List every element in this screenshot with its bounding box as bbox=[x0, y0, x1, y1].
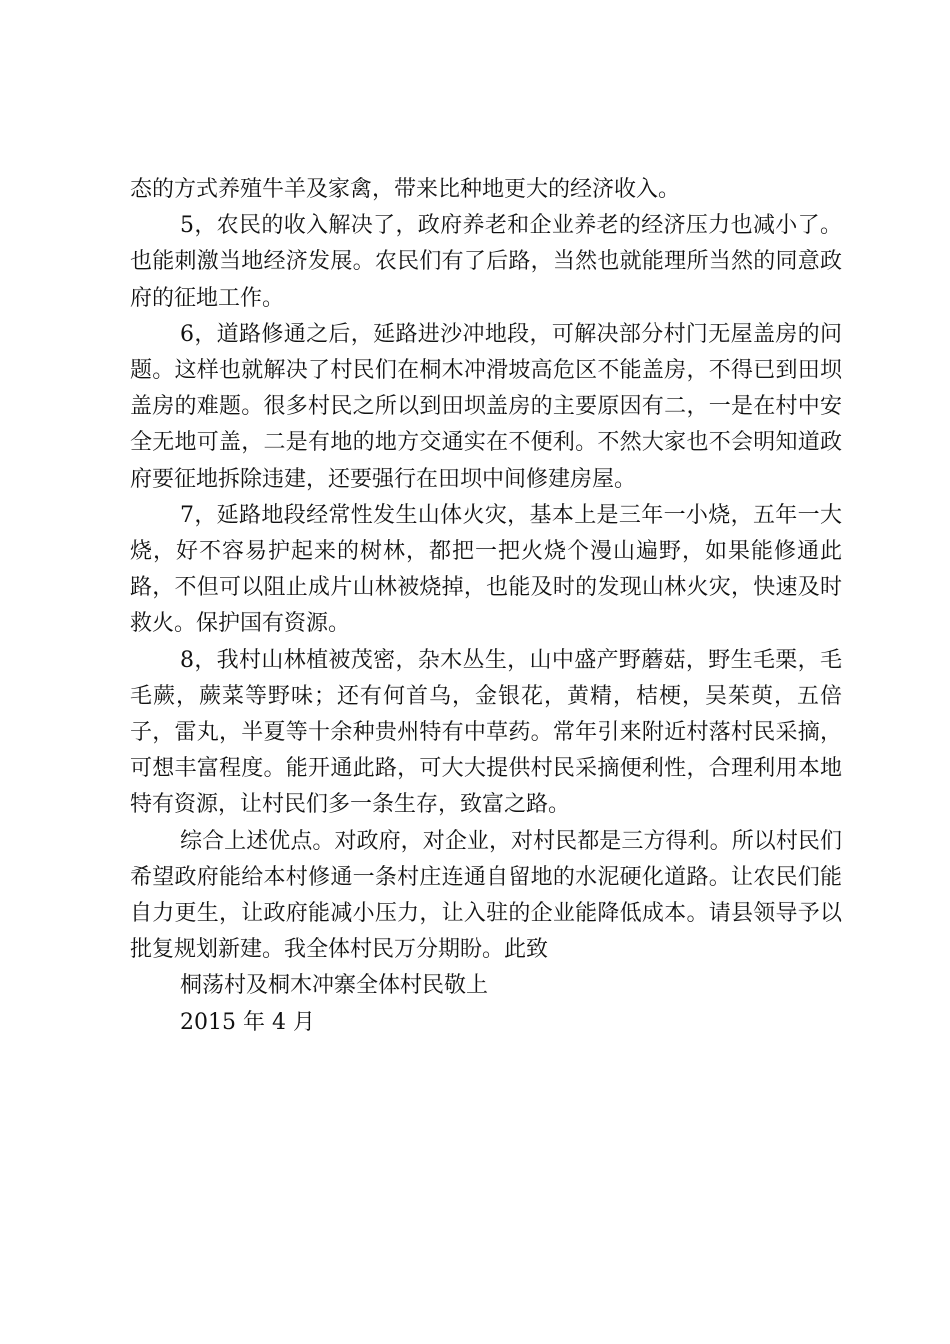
paragraph-continuation: 态的方式养殖牛羊及家禽，带来比种地更大的经济收入。 bbox=[130, 177, 681, 202]
paragraph-point-5: 5，农民的收入解决了，政府养老和企业养老的经济压力也减小了。也能刺激当地经济发展。农民们有了后路，当然也就能理所当然的同意政府的征地工作。 bbox=[130, 213, 842, 311]
date-line: 2015 年 4 月 bbox=[180, 1009, 315, 1035]
paragraph-point-7: 7，延路地段经常性发生山体火灾，基本上是三年一小烧，五年一大烧，好不容易护起来的树林，都把一把火烧个漫山遍野，如果能修通此路，不但可以阻止成片山林被烧掉，也能及时的发现山林火灾，快速及时救火。保护国有资源。 bbox=[130, 502, 842, 637]
paragraph-point-6: 6，道路修通之后，延路进沙冲地段，可解决部分村门无屋盖房的问题。这样也就解决了村民们在桐木冲滑坡高危区不能盖房，不得已到田坝盖房的难题。很多村民之所以到田坝盖房的主要原因有二，一是在村中安全无地可盖，二是有地的地方交通实在不便利。不然大家也不会明知道政府要征地拆除违建，还要强行在田坝中间修建房屋。 bbox=[130, 321, 842, 492]
paragraph-point-8: 8，我村山林植被茂密，杂木丛生，山中盛产野蘑菇，野生毛栗，毛毛蕨，蕨菜等野味；还有何首乌，金银花，黄精，桔梗，吴茱萸，五倍子，雷丸，半夏等十余种贵州特有中草药。常年引来附近村落村民采摘，可想丰富程度。能开通此路，可大大提供村民采摘便利性，合理利用本地特有资源，让村民们多一条生存，致富之路。 bbox=[130, 647, 842, 818]
document-body bbox=[130, 172, 842, 1041]
signature-line: 桐荡村及桐木冲寨全体村民敬上 bbox=[180, 973, 489, 999]
paragraph-summary: 综合上述优点。对政府，对企业，对村民都是三方得利。所以村民们希望政府能给本村修通一条村庄连通自留地的水泥硬化道路。让农民们能自力更生，让政府能减小压力，让入驻的企业能降低成本。请县领导予以批复规划新建。我全体村民万分期盼。此致 bbox=[130, 828, 842, 963]
